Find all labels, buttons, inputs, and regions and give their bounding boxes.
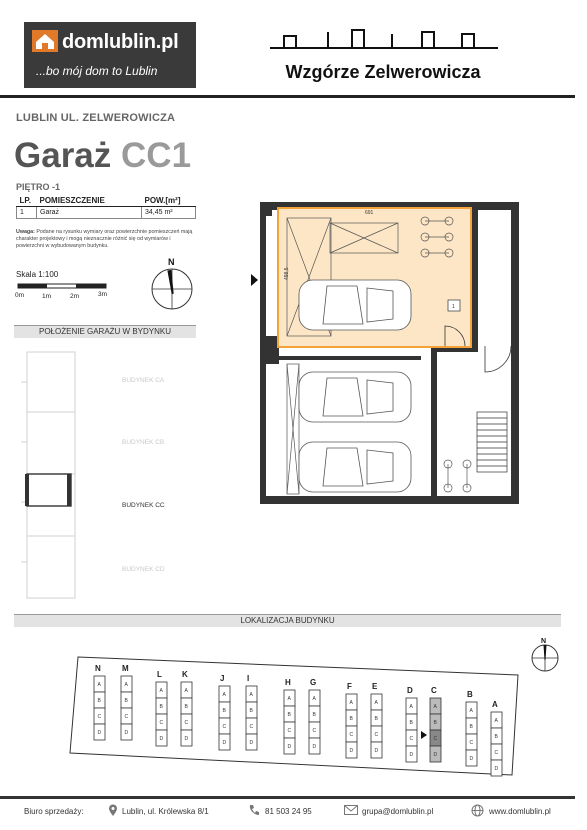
mail-icon <box>344 805 358 815</box>
site-cell-label: D <box>287 744 292 750</box>
site-cell-label: B <box>312 712 316 718</box>
site-building-letter-h: H <box>285 678 291 687</box>
car-icon <box>299 372 411 422</box>
site-cell-label: D <box>184 736 189 742</box>
site-cell-label: A <box>159 688 163 694</box>
site-building-letter-k: K <box>182 670 188 679</box>
dim-height: 498,5 <box>284 267 290 280</box>
site-building-letter-g: G <box>310 678 317 687</box>
car-icon <box>299 442 411 492</box>
site-cell-label: C <box>433 736 438 742</box>
site-cell-label: A <box>287 696 291 702</box>
sales-label: Biuro sprzedaży: <box>24 807 84 816</box>
location-title: LUBLIN UL. ZELWEROWICZA <box>16 112 176 124</box>
site-cell-label: A <box>409 704 413 710</box>
address: Lublin, ul. Królewska 8/1 <box>122 807 209 816</box>
site-cell-label: A <box>312 696 316 702</box>
site-building-letter-l: L <box>157 670 162 679</box>
building-label-cc: BUDYNEK CC <box>122 502 165 509</box>
dim-width: 691 <box>365 210 374 216</box>
site-building-letter-e: E <box>372 682 378 691</box>
site-cell-label: B <box>97 698 101 704</box>
active-garage-marker[interactable] <box>27 474 71 506</box>
site-cell-label: B <box>249 708 253 714</box>
compass-n-label: N <box>168 257 175 267</box>
site-compass-n: N <box>541 638 547 645</box>
scale-block <box>16 270 58 279</box>
site-cell-label: D <box>409 752 414 758</box>
title-prefix: Garaż <box>14 136 112 175</box>
site-cell-label: B <box>349 716 353 722</box>
logo[interactable] <box>24 22 196 88</box>
site-cell-label: D <box>433 752 438 758</box>
site-cell-label: D <box>374 748 379 754</box>
scale-tick-0: 0m <box>15 292 25 299</box>
car-icon <box>299 280 411 330</box>
table-header-row <box>17 195 196 207</box>
project-title: Wzgórze Zelwerowicza <box>285 62 481 82</box>
site-cell-label: C <box>409 736 414 742</box>
site-cell-label: B <box>374 716 378 722</box>
site-cell-label: C <box>469 740 474 746</box>
site-cell-label: C <box>249 724 254 730</box>
site-cell-label: A <box>433 704 437 710</box>
site-cell-label: D <box>97 730 102 736</box>
col-area: POW.[m²] <box>142 195 196 207</box>
site-cell-label: C <box>222 724 227 730</box>
site-compass-icon <box>528 636 562 674</box>
position-section-title: POŁOŻENIE GARAŻU W BYDYNKU <box>14 325 196 338</box>
site-map <box>66 653 524 781</box>
email[interactable]: grupa@domlublin.pl <box>362 807 434 816</box>
site-cell-label: C <box>287 728 292 734</box>
site-cell-label: A <box>97 682 101 688</box>
scale-label: Skala 1:100 <box>16 270 59 279</box>
site-building-letter-m: M <box>122 664 129 673</box>
scale-tick-1: 1m <box>42 293 52 300</box>
localization-section-title: LOKALIZACJA BUDYNKU <box>14 614 561 627</box>
building-label-cb: BUDYNEK CB <box>122 439 165 446</box>
floor-plan <box>245 196 533 518</box>
parking-spot-2 <box>287 364 299 494</box>
site-cell-label: D <box>249 740 254 746</box>
site-building-letter-j: J <box>220 674 225 683</box>
site-cell-label: B <box>469 724 473 730</box>
note-text: Podane na rysunku wymiary oraz powierzchnie pomieszczeń mają charakter projektowy i mogą nieznacznie różnić się od wymiarów i powierzchni w wybudowanym budynku. <box>16 229 193 249</box>
phone[interactable]: 81 503 24 95 <box>265 807 312 816</box>
globe-icon <box>471 804 484 817</box>
project-logo-mark <box>266 28 502 58</box>
logo-name: domlublin.pl <box>62 31 179 53</box>
site-cell-label: C <box>184 720 189 726</box>
footer-divider <box>0 796 575 799</box>
site-cell-label: D <box>349 748 354 754</box>
site-building-letter-n: N <box>95 664 101 673</box>
site-cell-label: B <box>409 720 413 726</box>
site-cell-label: B <box>159 704 163 710</box>
site-building-letter-a: A <box>492 700 498 709</box>
house-icon <box>32 30 58 52</box>
site-building-letter-d: D <box>407 686 413 695</box>
floor-label: PIĘTRO -1 <box>16 182 61 192</box>
site-building-letter-c: C <box>431 686 437 695</box>
site-cell-label: A <box>222 692 226 698</box>
building-position-map <box>18 348 80 602</box>
site-cell-label: D <box>494 766 499 772</box>
scale-bar <box>16 282 108 294</box>
site-cell-label: B <box>184 704 188 710</box>
phone-icon <box>248 804 260 816</box>
site-cell-label: A <box>494 718 498 724</box>
bike-icon <box>444 460 471 492</box>
site-cell-label: C <box>159 720 164 726</box>
note <box>16 229 194 250</box>
entrance-arrow-icon <box>251 274 258 286</box>
site-cell-label: B <box>433 720 437 726</box>
logo-tagline: ...bo mój dom to Lublin <box>36 64 158 78</box>
site-cell-label: A <box>184 688 188 694</box>
site-building-letter-f: F <box>347 682 352 691</box>
website[interactable]: www.domlublin.pl <box>489 807 551 816</box>
site-cell-label: D <box>159 736 164 742</box>
site-cell-label: D <box>124 730 129 736</box>
site-cell-label: B <box>124 698 128 704</box>
rooms-table <box>16 195 196 219</box>
title-code: CC1 <box>121 136 192 175</box>
site-building-letter-b: B <box>467 690 473 699</box>
cell-name: Garaż <box>37 207 142 219</box>
site-cell-label: C <box>374 732 379 738</box>
location-pin-icon <box>108 804 118 817</box>
site-marker-arrow-icon <box>421 731 427 739</box>
site-cell-label: B <box>494 734 498 740</box>
col-lp: LP. <box>17 195 37 207</box>
building-label-ca: BUDYNEK CA <box>122 377 165 384</box>
col-name: POMIESZCZENIE <box>37 195 142 207</box>
site-cell-label: A <box>124 682 128 688</box>
scale-tick-2: 2m <box>70 293 80 300</box>
cell-area: 34,45 m² <box>142 207 196 219</box>
site-cell-label: D <box>222 740 227 746</box>
site-cell-label: A <box>349 700 353 706</box>
site-cell-label: C <box>124 714 129 720</box>
cell-lp: 1 <box>17 207 37 219</box>
site-cell-label: A <box>374 700 378 706</box>
site-cell-label: C <box>494 750 499 756</box>
compass-icon <box>150 256 196 314</box>
building-label-cd: BUDYNEK CD <box>122 566 165 573</box>
scale-tick-3: 3m <box>98 291 108 298</box>
table-row <box>17 207 196 219</box>
site-cell-label: C <box>349 732 354 738</box>
site-cell-label: B <box>287 712 291 718</box>
door <box>485 346 511 372</box>
site-cell-label: C <box>312 728 317 734</box>
site-cell-label: A <box>469 708 473 714</box>
site-cell-label: D <box>312 744 317 750</box>
site-cell-label: B <box>222 708 226 714</box>
site-cell-label: A <box>249 692 253 698</box>
site-cell-label: C <box>97 714 102 720</box>
header-divider <box>0 95 575 98</box>
room-number: 1 <box>452 304 455 310</box>
site-cell-label: D <box>469 756 474 762</box>
note-label: Uwaga: <box>16 229 35 235</box>
stairs <box>477 412 507 472</box>
page-title <box>14 136 191 176</box>
site-building-letter-i: I <box>247 674 250 683</box>
